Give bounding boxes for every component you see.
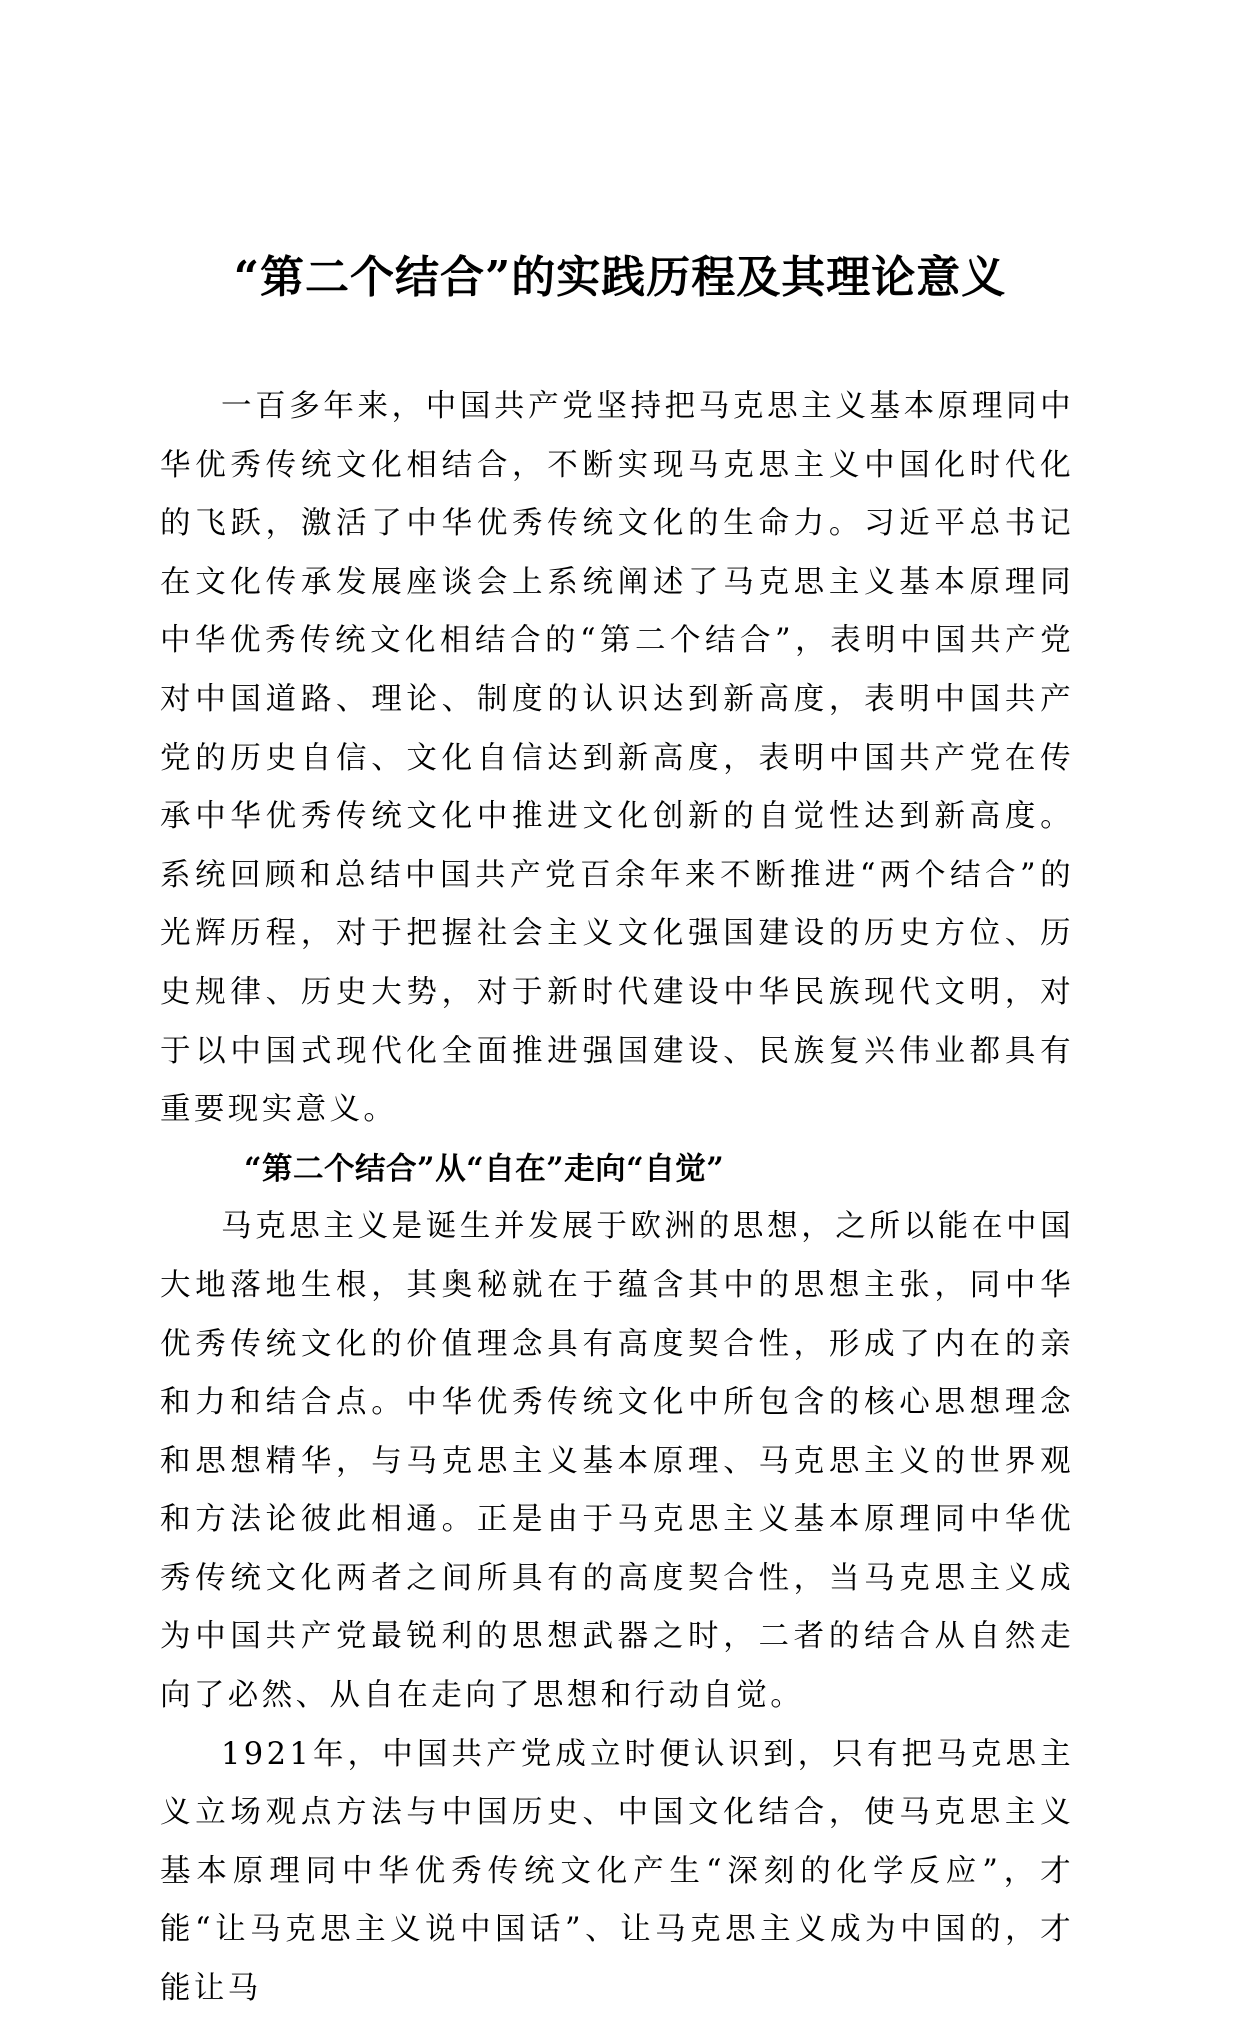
section-heading: “第二个结合”从“自在”走向“自觉” — [244, 1150, 725, 1187]
document-body — [160, 378, 1074, 2019]
section-paragraph-1: 马克思主义是诞生并发展于欧洲的思想，之所以能在中国大地落地生根，其奥秘就在于蕴含其中的思想主张，同中华优秀传统文化的价值理念具有高度契合性，形成了内在的亲和力和结合点。中华优秀传统文化中所包含的核心思想理念和思想精华，与马克思主义基本原理、马克思主义的世界观和方法论彼此相通。正是由于马克思主义基本原理同中华优秀传统文化两者之间所具有的高度契合性，当马克思主义成为中国共产党最锐利的思想武器之时，二者的结合从自然走向了必然、从自在走向了思想和行动自觉。 — [160, 1209, 1074, 1714]
section-paragraph-2: 1921年，中国共产党成立时便认识到，只有把马克思主义立场观点方法与中国历史、中国文化结合，使马克思主义基本原理同中华优秀传统文化产生“深刻的化学反应”，才能“让马克思主义说中国话”、让马克思主义成为中国的，才能让马 — [160, 1736, 1074, 2007]
intro-paragraph: 一百多年来，中国共产党坚持把马克思主义基本原理同中华优秀传统文化相结合，不断实现马克思主义中国化时代化的飞跃，激活了中华优秀传统文化的生命力。习近平总书记在文化传承发展座谈会上系统阐述了马克思主义基本原理同中华优秀传统文化相结合的“第二个结合”，表明中国共产党对中国道路、理论、制度的认识达到新高度，表明中国共产党的历史自信、文化自信达到新高度，表明中国共产党在传承中华优秀传统文化中推进文化创新的自觉性达到新高度。系统回顾和总结中国共产党百余年来不断推进“两个结合”的光辉历程，对于把握社会主义文化强国建设的历史方位、历史规律、历史大势，对于新时代建设中华民族现代文明，对于以中国式现代化全面推进强国建设、民族复兴伟业都具有重要现实意义。 — [160, 389, 1074, 1128]
document-title: “第二个结合”的实践历程及其理论意义 — [233, 252, 1007, 303]
